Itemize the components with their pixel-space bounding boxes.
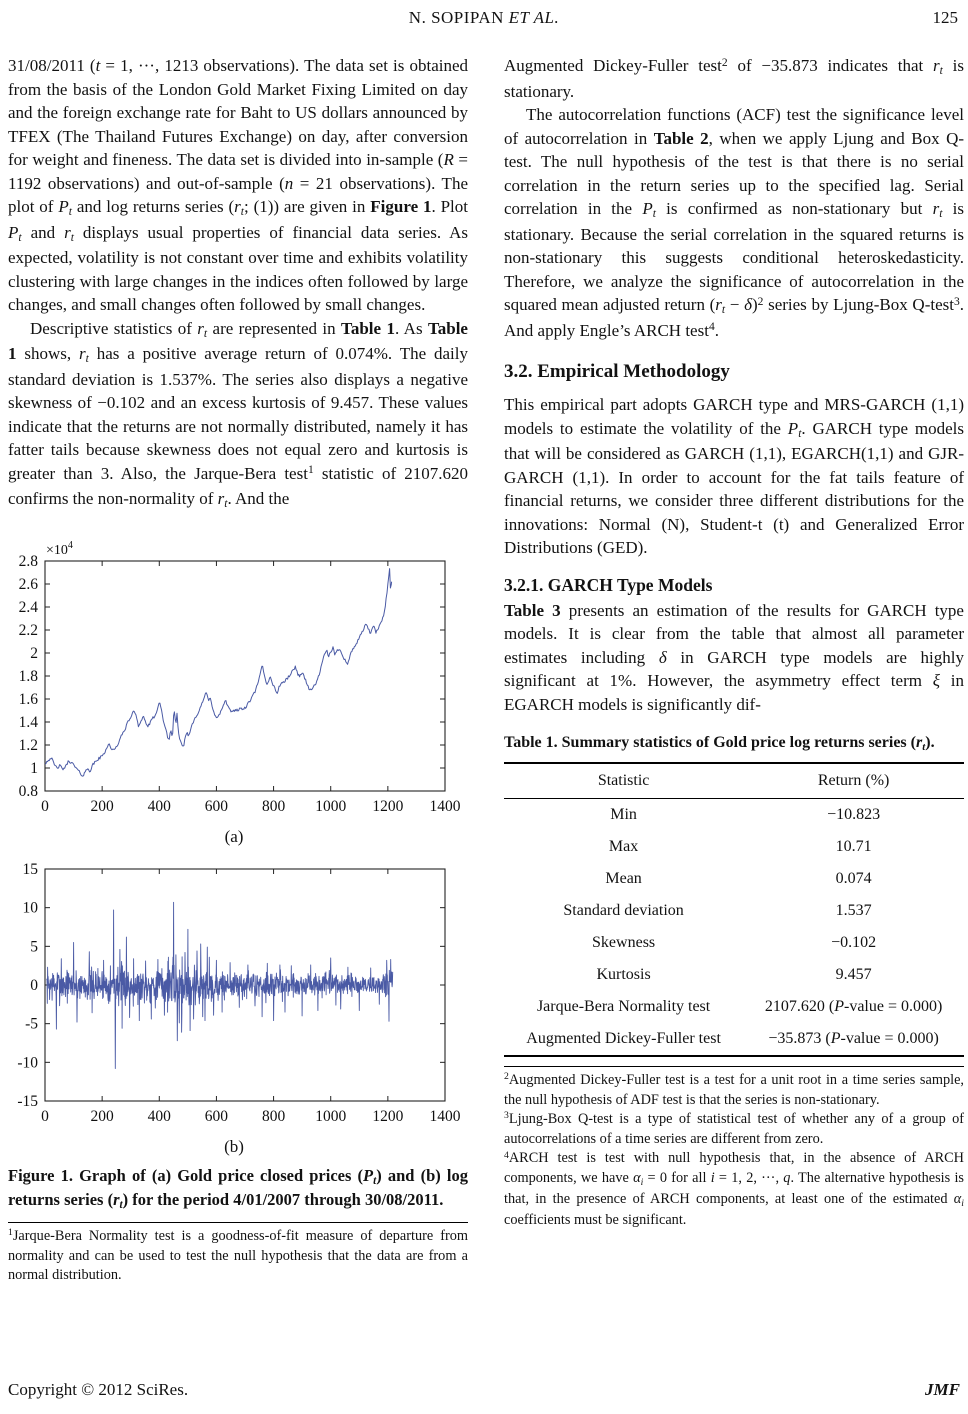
paragraph-data-description: 31/08/2011 (t = 1, ···, 1213 observations). The data set is obtained from the basis of the London Gold Market Fixing Limited on day and the foreign exchange rate for Baht to US dollars announced by TFEX (The Thailand Futures Exchange) on day, after conversion for weight and fineness. The data set is divided into in-sample (R = 1192 observations) and out-of-sample (n = 21 observations). The plot of Pt and log returns series (rt; (1)) are given in Figure 1. Plot Pt and rt displays usual properties of financial data series. As expected, volatility is not constant over time and exhibits volatility clustering with large changes in the indices often followed by large changes, and small changes often followed by small changes. — [8, 56, 469, 314]
stat-cell: Skewness — [592, 933, 656, 951]
x-tick-label: 800 — [261, 1107, 286, 1125]
y-tick-label: -10 — [17, 1053, 38, 1071]
x-tick-label: 0 — [41, 1107, 49, 1125]
figure1-chart-a — [8, 535, 460, 827]
x-tick-label: 400 — [147, 1107, 171, 1125]
section-heading-3-2-1: 3.2.1. GARCH Type Models — [504, 574, 713, 595]
table-row — [504, 831, 964, 863]
stat-cell: Min — [610, 805, 637, 823]
journal-abbreviation: JMF — [925, 1380, 960, 1399]
value-cell: 10.71 — [835, 837, 872, 855]
y-tick-label: 2 — [30, 644, 38, 662]
right-column — [504, 54, 964, 1284]
value-cell: 1.537 — [835, 901, 872, 919]
footnote-3: $^3$Ljung-Box Q-test is a type of statistical test of whether any of a group of autocorrelations of a time series are different from zero. — [504, 1110, 964, 1148]
y-tick-label: 5 — [30, 937, 38, 955]
y-tick-label: 1.8 — [18, 667, 38, 685]
y-tick-label: 1.2 — [18, 736, 38, 754]
x-tick-label: 400 — [147, 797, 171, 815]
column-header-statistic: Statistic — [504, 763, 743, 799]
footnote-4: $^4$ARCH test is test with null hypothesis that, in the absence of ARCH components, we have αi = 0 for all i = 1, 2, ···, q. The alternative hypothesis is that, in the presence of ARCH components, at least one of the estimated αi coefficients must be significant. — [504, 1149, 964, 1228]
stat-cell: Kurtosis — [596, 965, 651, 983]
y-tick-label: 10 — [22, 899, 38, 917]
stat-cell: Augmented Dickey-Fuller test — [526, 1029, 721, 1047]
y-tick-label: 2.8 — [18, 552, 38, 570]
paragraph-empirical: This empirical part adopts GARCH type and MRS-GARCH (1,1) models to estimate the volatility of the Pt. GARCH type models that will be considered as GARCH (1,1), EGARCH(1,1) and GJR-GARCH (1,1). In order to account for the fat tails feature of financial returns, we consider three different distributions for the innovations: Normal (N), Student-t (t) and Generalized Error Distributions (GED). — [504, 395, 964, 557]
running-head: N. SOPIPAN ET AL. — [408, 8, 560, 27]
table-row — [504, 959, 964, 991]
value-cell: 9.457 — [835, 965, 872, 983]
two-column-body — [8, 54, 965, 1284]
y-tick-label: 2.2 — [18, 621, 38, 639]
y-tick-label: -15 — [17, 1092, 38, 1110]
y-tick-label: 1.6 — [18, 690, 38, 708]
table-header-row — [504, 763, 964, 799]
x-tick-label: 1200 — [372, 797, 404, 815]
figure1-chart-b — [8, 857, 460, 1137]
page-footer — [8, 1380, 960, 1400]
table-row — [504, 1023, 964, 1056]
y-tick-label: 1.4 — [18, 713, 38, 731]
value-cell: −35.873 (P-value = 0.000) — [768, 1029, 939, 1047]
stat-cell: Mean — [605, 869, 642, 887]
chart-a-label: (a) — [224, 826, 244, 846]
x-tick-label: 0 — [41, 797, 49, 815]
footnote-separator-right — [504, 1066, 964, 1067]
x-tick-label: 200 — [90, 797, 114, 815]
x-tick-label: 200 — [90, 1107, 114, 1125]
table-row — [504, 991, 964, 1023]
y-tick-label: -5 — [25, 1015, 38, 1033]
stat-cell: Standard deviation — [563, 901, 684, 919]
paragraph-garch-models: Table 3 presents an estimation of the results for GARCH type models. It is clear from the table that almost all parameter estimates including δ in GARCH type models are highly significant at 1%. However, the asymmetry effect term ξ in EGARCH models is significantly dif- — [504, 600, 964, 714]
y-tick-label: 2.4 — [18, 598, 38, 616]
chart-b-label: (b) — [224, 1136, 244, 1156]
y-tick-label: 15 — [22, 860, 38, 878]
table-row — [504, 895, 964, 927]
y-tick-label: 1 — [30, 759, 38, 777]
paragraph-adf: Augmented Dickey-Fuller test$^2$ of −35.873 indicates that rt is stationary. — [504, 55, 965, 101]
gold-price-series-line — [45, 568, 392, 776]
page-header — [8, 8, 960, 32]
value-cell: 0.074 — [835, 869, 872, 887]
y-axis-exponent-label: $\times 10^4$ — [46, 539, 73, 558]
paragraph-acf: The autocorrelation functions (ACF) test the significance level of autocorrelation in Table 2, when we apply Ljung and Box Q-test. The null hypothesis of the test is that there is no serial correlation in the return series up to the specified lag. Serial correlation in the Pt is confirmed as non-stationary but rt is stationary. Because the serial correlation in the squared returns is non-stationary this suggests conditional heteroskedasticity. Therefore, we analyze the significance of autocorrelation in the squared mean adjusted return (rt − δ)$^2$ series by Ljung-Box Q-test$^3$. And apply Engle’s ARCH test$^4$. — [504, 105, 965, 340]
value-cell: 2107.620 (P-value = 0.000) — [764, 997, 943, 1015]
x-tick-label: 600 — [204, 1107, 229, 1125]
footnote-separator-left — [8, 1222, 468, 1223]
footnote-1: $^1$Jarque-Bera Normality test is a goodness-of-fit measure of departure from normality and can be used to test the null hypothesis that the data are from a normal distribution. — [8, 1227, 468, 1283]
x-tick-label: 1000 — [315, 1107, 347, 1125]
y-tick-label: 0.8 — [18, 782, 38, 800]
figure1-caption: Figure 1. Graph of (a) Gold price closed prices (Pt) and (b) log returns series (rt) for the period 4/01/2007 through 30/08/2011. — [8, 1165, 468, 1211]
stat-cell: Max — [608, 837, 639, 855]
x-tick-label: 1000 — [315, 797, 347, 815]
value-cell: −0.102 — [831, 933, 877, 951]
paragraph-descriptive-stats: Descriptive statistics of rt are represented in Table 1. As Table 1 shows, rt has a positive average return of 0.074%. The daily standard deviation is 1.537%. The series also displays a negative skewness of −0.102 and an excess kurtosis of 9.457. These values indicate that the returns are not normally distributed, namely it has fatter tails because skewness does not equal zero and kurtosis is greater than 3. Also, the Jarque-Bera test$^1$ statistic of 2107.620 confirms the non-normality of rt. And the — [8, 318, 468, 511]
column-header-return: Return (%) — [743, 763, 964, 799]
x-tick-label: 800 — [261, 797, 286, 815]
x-tick-label: 1400 — [429, 1107, 460, 1125]
x-tick-label: 1400 — [429, 797, 460, 815]
log-returns-series-line — [47, 902, 393, 1068]
table-row — [504, 798, 964, 831]
table1-caption: Table 1. Summary statistics of Gold price log returns series (rt). — [504, 734, 935, 754]
page-number: 125 — [932, 8, 958, 27]
x-tick-label: 1200 — [372, 1107, 404, 1125]
footnote-2: $^2$Augmented Dickey-Fuller test is a test for a unit root in a time series sample, the null hypothesis of ADF test is that the series is non-stationary. — [504, 1071, 964, 1109]
y-tick-label: 2.6 — [18, 575, 38, 593]
copyright-text: Copyright © 2012 SciRes. — [8, 1380, 189, 1399]
section-heading-3-2: 3.2. Empirical Methodology — [504, 361, 730, 382]
x-tick-label: 600 — [204, 797, 229, 815]
left-column — [8, 54, 468, 1284]
table-row — [504, 863, 964, 895]
stat-cell: Jarque-Bera Normality test — [536, 997, 711, 1015]
y-tick-label: 0 — [30, 976, 38, 994]
value-cell: −10.823 — [827, 805, 881, 823]
table1-summary-statistics — [504, 762, 964, 1057]
table-row — [504, 927, 964, 959]
